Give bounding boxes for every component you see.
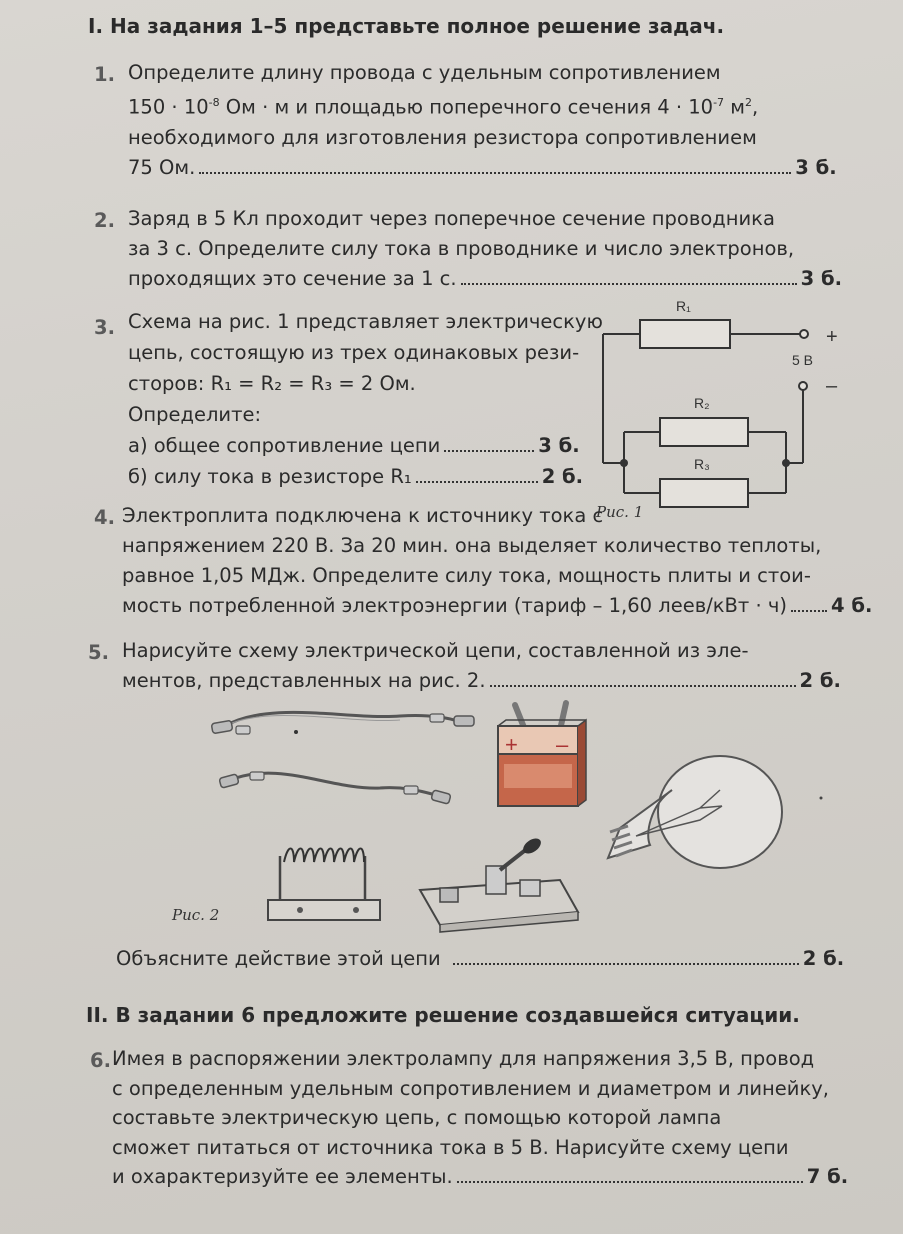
figure-2-caption: Рис. 2 bbox=[172, 906, 220, 924]
task-5-explain-line bbox=[116, 944, 844, 974]
task-3-line-3: сторов: R₁ = R₂ = R₃ = 2 Ом. bbox=[128, 372, 416, 395]
task-1-points: 3 б. bbox=[795, 155, 837, 179]
label-minus: – bbox=[826, 375, 838, 397]
task-3-line-4: Определите: bbox=[128, 403, 262, 426]
task-3-b-text: б) силу тока в резисторе R₁ bbox=[128, 465, 412, 488]
task-3-b-points: 2 б. bbox=[541, 465, 584, 488]
task-1-text: м bbox=[724, 95, 745, 119]
label-plus: + bbox=[826, 326, 838, 348]
task-4-line-2: напряжением 220 В. За 20 мин. она выделяет количество теплоты, bbox=[122, 534, 822, 557]
task-4-number: 4. bbox=[94, 506, 115, 529]
task-2-line-2: за 3 с. Определите силу тока в проводнике и число электронов, bbox=[128, 237, 795, 260]
wire-2 bbox=[219, 772, 451, 804]
dot-leader bbox=[453, 959, 799, 965]
task-1-number: 1. bbox=[94, 63, 115, 86]
task-4-line-1: Электроплита подключена к источнику тока с bbox=[122, 504, 604, 527]
task-6-points: 7 б. bbox=[806, 1165, 849, 1188]
task-6 bbox=[112, 1044, 848, 1192]
task-5-explain bbox=[116, 944, 844, 974]
task-6-line-3: составьте электрическую цепь, с помощью которой лампа bbox=[112, 1106, 722, 1129]
task-6-text: и охарактеризуйте ее элементы. bbox=[112, 1165, 453, 1188]
coil-rheostat-icon bbox=[268, 849, 380, 921]
task-1-exponent: 2 bbox=[744, 96, 752, 109]
knife-switch-icon bbox=[420, 835, 578, 932]
task-4-text: мость потребленной электроэнергии (тариф – 1,60 леев/кВт · ч) bbox=[122, 594, 787, 617]
battery-icon bbox=[498, 703, 586, 806]
task-2-number: 2. bbox=[94, 209, 115, 232]
section-1-title: I. На задания 1–5 представьте полное решение задач. bbox=[88, 14, 725, 38]
task-3-line-2: цепь, состоящую из трех одинаковых рези- bbox=[128, 341, 580, 364]
task-3-line-1: Схема на рис. 1 представляет электрическую bbox=[128, 310, 603, 333]
figure-1-caption: Рис. 1 bbox=[596, 503, 644, 521]
task-6-line-5 bbox=[112, 1162, 848, 1192]
label-voltage: 5 В bbox=[792, 352, 814, 368]
light-bulb-icon bbox=[608, 756, 782, 868]
task-3-a-text: а) общее сопротивление цепи bbox=[128, 434, 441, 457]
wire-1 bbox=[211, 712, 474, 734]
battery-plus-label: + bbox=[505, 732, 518, 757]
section-2-title: II. В задании 6 предложите решение создавшейся ситуации. bbox=[86, 1003, 800, 1027]
task-6-line-1: Имея в распоряжении электролампу для напряжения 3,5 В, провод bbox=[112, 1047, 815, 1070]
task-4-points: 4 б. bbox=[831, 594, 873, 617]
task-1-text: Ом · м и площадью поперечного сечения 4 · 10 bbox=[219, 95, 714, 119]
task-3-a-points: 3 б. bbox=[538, 434, 580, 457]
label-r2: R₂ bbox=[694, 395, 710, 411]
task-1-line-3: необходимого для изготовления резистора сопротивлением bbox=[128, 125, 757, 149]
label-r1: R₁ bbox=[676, 298, 691, 314]
task-2-points: 3 б. bbox=[800, 267, 842, 290]
task-6-line-4: сможет питаться от источника тока в 5 В. Нарисуйте схему цепи bbox=[112, 1135, 789, 1159]
task-6-line-2: с определенным удельным сопротивлением и диаметром и линейку, bbox=[112, 1076, 829, 1100]
task-1-text: , bbox=[751, 95, 759, 119]
task-2-text: проходящих это сечение за 1 с. bbox=[128, 267, 457, 290]
task-5-line-1: Нарисуйте схему электрической цепи, составленной из эле- bbox=[122, 639, 749, 662]
task-5-number: 5. bbox=[88, 641, 109, 664]
label-r3: R₃ bbox=[694, 456, 710, 472]
battery-minus-label: – bbox=[556, 732, 569, 757]
dot-leader bbox=[457, 1177, 803, 1183]
task-5-explain-points: 2 б. bbox=[802, 947, 845, 970]
task-5-text: ментов, представленных на рис. 2. bbox=[122, 669, 486, 692]
task-3-number: 3. bbox=[94, 316, 115, 339]
task-6-number: 6. bbox=[90, 1049, 111, 1072]
task-1-line-1: Определите длину провода с удельным сопротивлением bbox=[128, 61, 721, 84]
task-1-exponent: -8 bbox=[208, 96, 220, 109]
task-1-exponent: -7 bbox=[713, 96, 725, 109]
task-5-points: 2 б. bbox=[799, 669, 841, 692]
task-4-line-3: равное 1,05 МДж. Определите силу тока, мощность плиты и стои- bbox=[122, 564, 811, 587]
task-2-line-1: Заряд в 5 Кл проходит через поперечное сечение проводника bbox=[128, 207, 775, 230]
task-5-explain-text: Объясните действие этой цепи bbox=[116, 947, 441, 970]
task-1-text: 150 · 10 bbox=[128, 95, 209, 119]
task-1-text: 75 Ом. bbox=[128, 155, 196, 179]
